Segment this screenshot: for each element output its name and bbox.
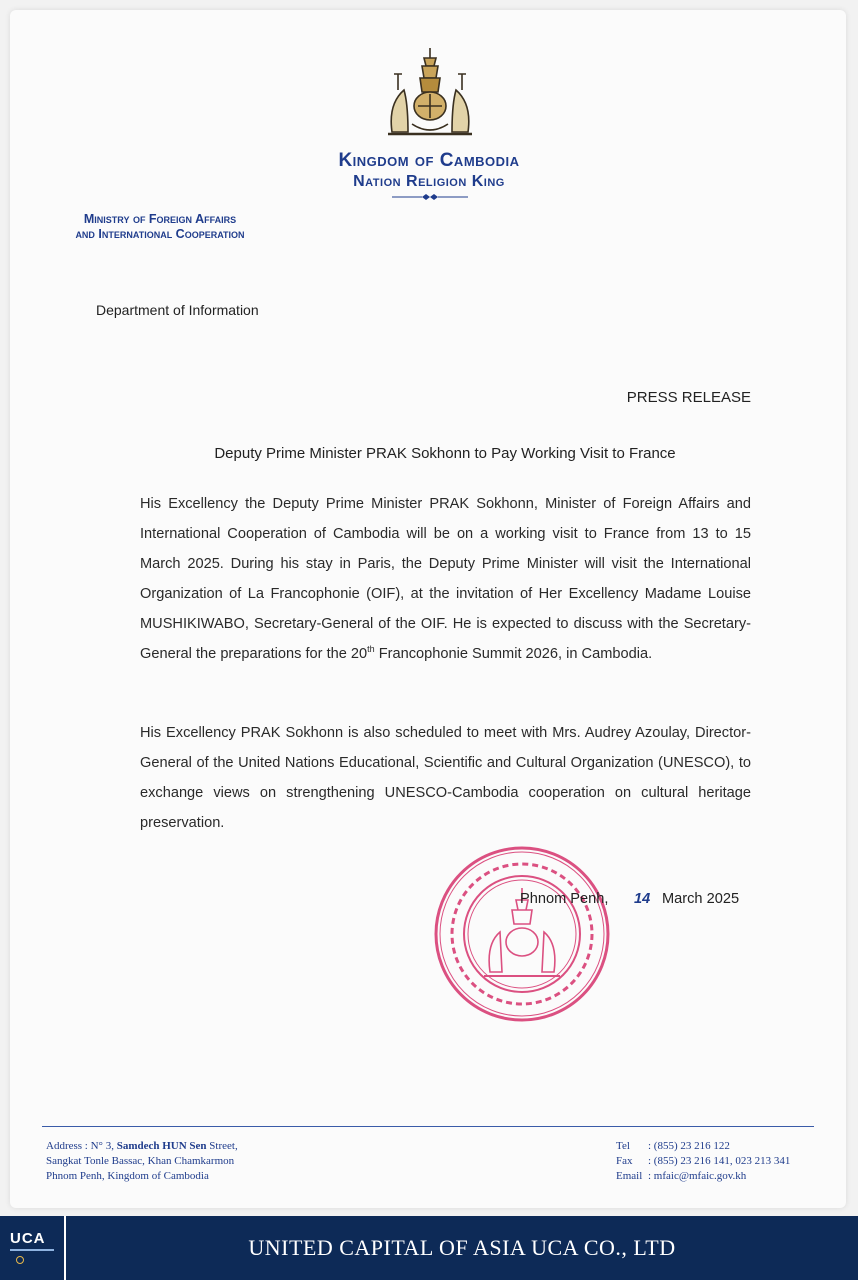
email-label: Email — [616, 1170, 643, 1182]
uca-logo-dot — [16, 1256, 24, 1264]
national-motto: Nation Religion King — [353, 173, 505, 190]
company-banner — [0, 1216, 858, 1280]
signing-place: Phnom Penh, — [520, 891, 609, 907]
fax-label: Fax — [616, 1155, 633, 1167]
address-line-1 — [46, 1139, 238, 1154]
tel-row — [616, 1139, 790, 1154]
body-paragraph-2: His Excellency PRAK Sokhonn is also scheduled to meet with Mrs. Audrey Azoulay, Director-General of the United Nations Educational, Scientific and Cultural Organization (UNESCO), to exchange views on strengthening UNESCO-Cambodia cooperation on cultural heritage preservation. — [140, 725, 751, 831]
paragraph-1-text-end: Francophonie Summit 2026, in Cambodia. — [374, 646, 653, 662]
paragraph-1-text: His Excellency the Deputy Prime Minister PRAK Sokhonn, Minister of Foreign Affairs and International Cooperation of Cambodia will be on a working visit to France from 13 to 15 March 2025. During his stay in Paris, the Deputy Prime Minister will visit the International Organization of La Francophonie (OIF), at the invitation of Her Excellency Madame Louise MUSHIKIWABO, Secretary-General of the OIF. He is expected to discuss with the Secretary-General the preparations for the 20 — [140, 496, 751, 662]
signing-day: 14 — [634, 891, 651, 907]
royal-arms-emblem-icon — [378, 44, 482, 142]
ordinal-suffix: th — [367, 644, 375, 655]
company-name: UNITED CAPITAL OF ASIA UCA CO., LTD — [248, 1235, 676, 1260]
footer-divider — [42, 1126, 814, 1127]
signing-month-year: March 2025 — [662, 891, 740, 907]
address-street: Samdech HUN Sen — [116, 1140, 207, 1152]
country-name: Kingdom of Cambodia — [338, 150, 520, 171]
department-name: Department of Information — [96, 302, 259, 318]
address-street-suffix: Street, — [206, 1140, 238, 1152]
uca-logo-icon — [0, 1216, 66, 1280]
footer-contact — [616, 1139, 790, 1184]
tel-label: Tel — [616, 1140, 630, 1152]
tel-value: : (855) 23 216 122 — [648, 1140, 730, 1152]
uca-logo-rule — [10, 1249, 54, 1251]
body-paragraph-1 — [140, 489, 751, 669]
address-label: Address : N° 3, — [46, 1140, 117, 1152]
document-type: PRESS RELEASE — [626, 389, 751, 406]
address-line-3: Phnom Penh, Kingdom of Cambodia — [46, 1170, 209, 1182]
fax-row — [616, 1154, 790, 1169]
email-row — [616, 1169, 790, 1184]
ornament-divider-icon — [392, 192, 468, 202]
ministry-name-line2: and International Cooperation — [75, 227, 245, 241]
ministry-name-line1: Ministry of Foreign Affairs — [83, 212, 237, 226]
uca-logo-text: UCA — [10, 1230, 46, 1247]
footer-address — [46, 1139, 238, 1184]
address-line-2: Sangkat Tonle Bassac, Khan Chamkarmon — [46, 1155, 235, 1167]
fax-value: : (855) 23 216 141, 023 213 341 — [648, 1155, 791, 1167]
press-release-headline: Deputy Prime Minister PRAK Sokhonn to Pay Working Visit to France — [214, 445, 676, 462]
official-ministry-seal-icon — [432, 844, 612, 1024]
email-value: : mfaic@mfaic.gov.kh — [648, 1170, 747, 1182]
